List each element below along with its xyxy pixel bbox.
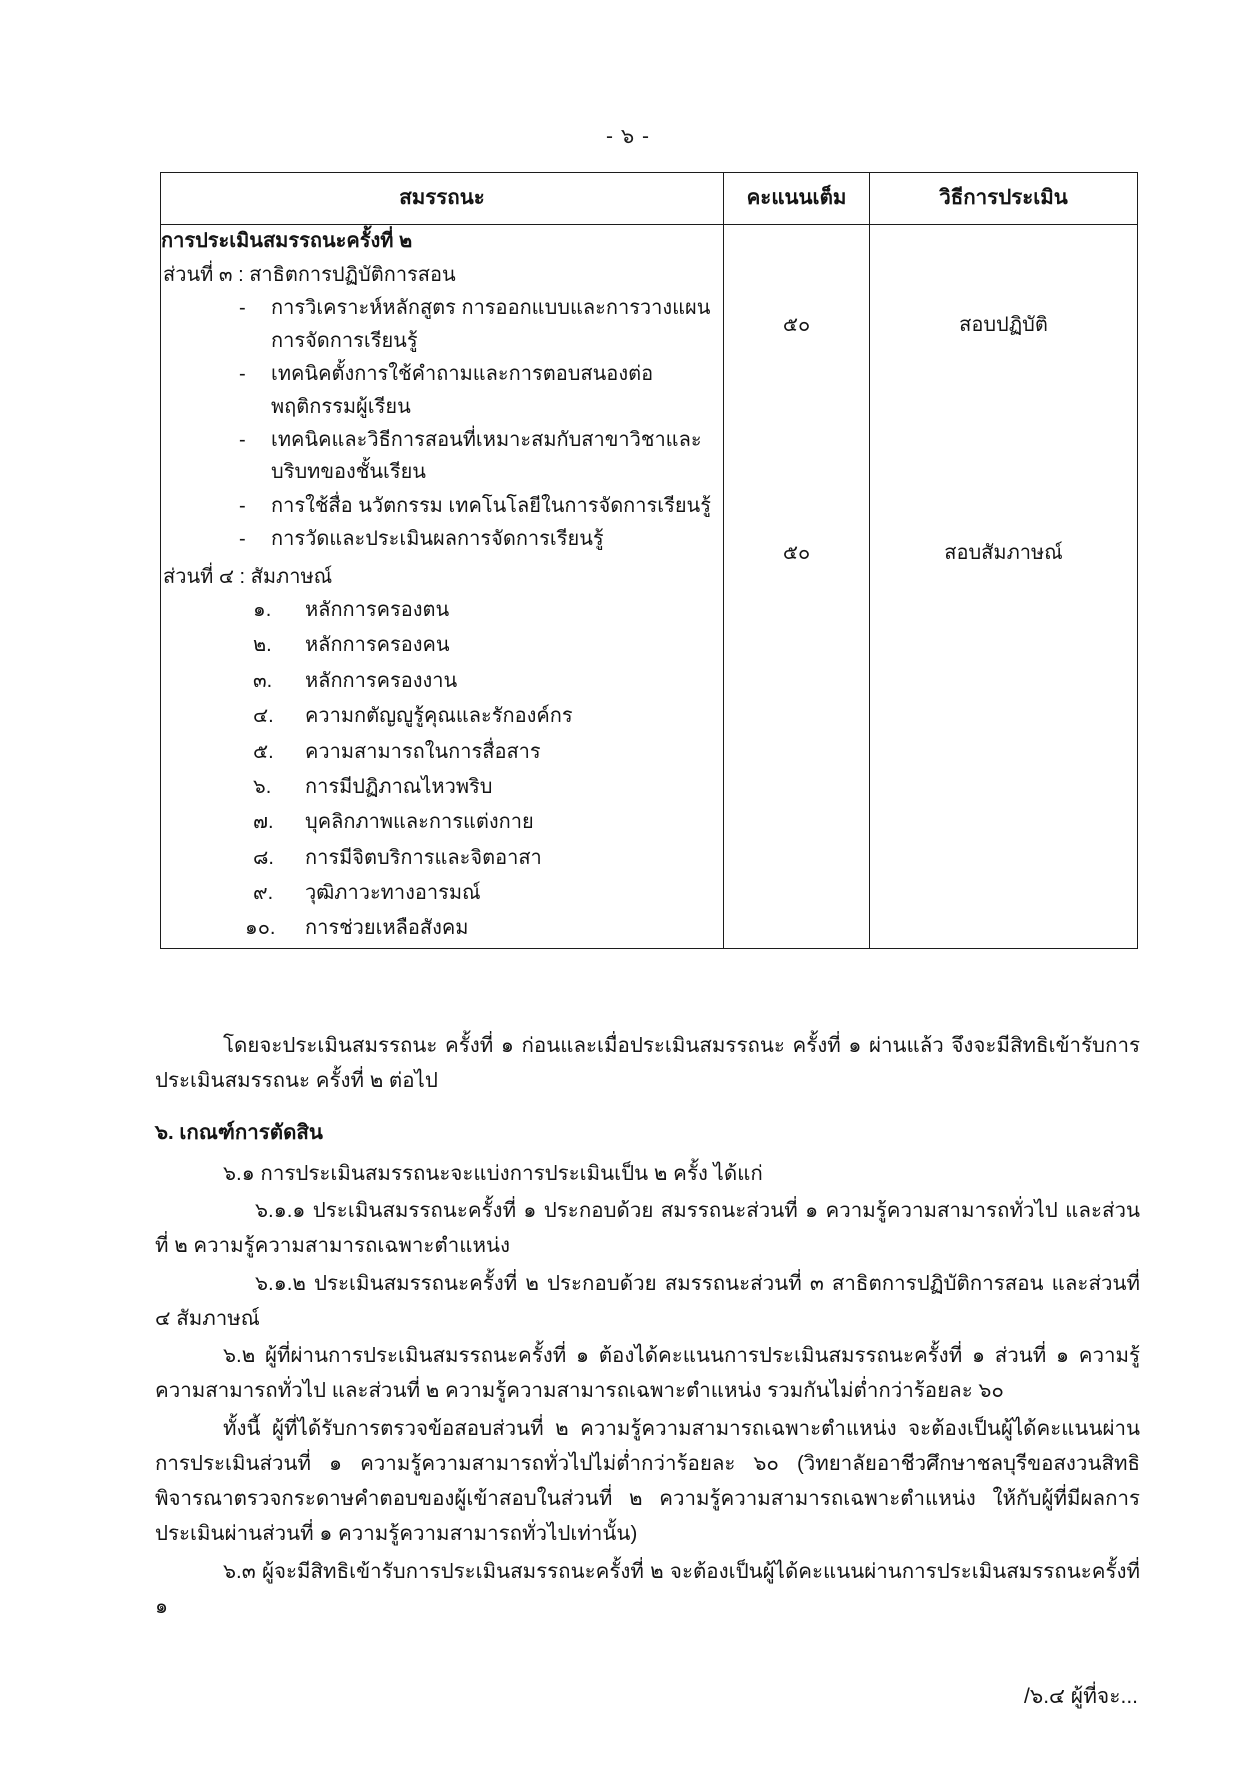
- list-item: [253, 771, 723, 803]
- list-item: - การวิเคราะห์หลักสูตร การออกแบบและการวางแผนการจัดการเรียนรู้: [235, 292, 723, 357]
- list-item-number: ๘.: [253, 846, 274, 869]
- list-item-number: ๙.: [253, 882, 274, 905]
- competency-cell: [161, 224, 724, 948]
- footer-continuation-note: /๖.๔ ผู้ที่จะ...: [1024, 1685, 1138, 1708]
- full-score-cell: [724, 224, 870, 948]
- table-header-row: [161, 173, 1138, 225]
- intro-paragraph: โดยจะประเมินสมรรถนะ ครั้งที่ ๑ ก่อนและเมื่อประเมินสมรรถนะ ครั้งที่ ๑ ผ่านแล้ว จึงจะมีสิทธิเข้ารับการประเมินสมรรถนะ ครั้งที่ ๒ ต่อไป: [155, 1034, 1140, 1093]
- clause-6-3: ๖.๓ ผู้จะมีสิทธิเข้ารับการประเมินสมรรถนะครั้งที่ ๒ จะต้องเป็นผู้ได้คะแนนผ่านการประเมินสมรรถนะครั้งที่ ๑: [155, 1559, 1140, 1618]
- section-heading-6: ๖. เกณฑ์การตัดสิน: [155, 1120, 323, 1144]
- list-item-label: บุคลิกภาพและการแต่งกาย: [305, 811, 534, 834]
- clause-6-2-note: ทั้งนี้ ผู้ที่ได้รับการตรวจข้อสอบส่วนที่ ๒ ความรู้ความสามารถเฉพาะตำแหน่ง จะต้องเป็นผู้ได้คะแนนผ่านการประเมินส่วนที่ ๑ ความรู้ความสามารถทั่วไปไม่ต่ำกว่าร้อยละ ๖๐ (วิทยาลัยอาชีวศึกษาชลบุรีขอสงวนสิทธิพิจารณาตรวจกระดาษคำตอบของผู้เข้าสอบในส่วนที่ ๒ ความรู้ความสามารถเฉพาะตำแหน่ง ให้กับผู้ที่มีผลการประเมินผ่านส่วนที่ ๑ ความรู้ความสามารถทั่วไปเท่านั้น): [155, 1416, 1140, 1546]
- list-item: [253, 665, 723, 697]
- clause-6-1-2: ๖.๑.๒ ประเมินสมรรถนะครั้งที่ ๒ ประกอบด้วย สมรรถนะส่วนที่ ๓ สาธิตการปฏิบัติการสอน และส่วนที่ ๔ สัมภาษณ์: [155, 1271, 1140, 1330]
- list-item-label: การช่วยเหลือสังคม: [305, 917, 469, 940]
- list-item-number: ๗.: [253, 811, 274, 834]
- clause-6-1-1: ๖.๑.๑ ประเมินสมรรถนะครั้งที่ ๑ ประกอบด้วย สมรรถนะส่วนที่ ๑ ความรู้ความสามารถทั่วไป และส่วนที่ ๒ ความรู้ความสามารถเฉพาะตำแหน่ง: [155, 1199, 1140, 1258]
- list-item-number: ๑.: [253, 598, 272, 621]
- assessment-round-title: การประเมินสมรรถนะครั้งที่ ๒: [161, 229, 413, 252]
- list-item-label: ความกตัญญูรู้คุณและรักองค์กร: [305, 705, 573, 728]
- list-item: [253, 629, 723, 661]
- column-header-full-score: คะแนนเต็ม: [724, 173, 870, 225]
- method-cell: [870, 224, 1138, 948]
- list-item-number: ๑๐.: [245, 917, 276, 940]
- assessment-table: [160, 172, 1138, 949]
- list-item-number: ๕.: [253, 740, 274, 763]
- part3-method: สอบปฏิบัติ: [959, 313, 1048, 336]
- assessment-table-container: [160, 172, 1137, 949]
- list-item: - การวัดและประเมินผลการจัดการเรียนรู้: [235, 523, 723, 555]
- clause-6-1: ๖.๑ การประเมินสมรรถนะจะแบ่งการประเมินเป็น ๒ ครั้ง ได้แก่: [223, 1161, 763, 1185]
- column-header-competency: สมรรถนะ: [161, 173, 724, 225]
- clause-6-2: ๖.๒ ผู้ที่ผ่านการประเมินสมรรถนะครั้งที่ ๑ ต้องได้คะแนนการประเมินสมรรถนะครั้งที่ ๑ ส่วนที่ ๑ ความรู้ความสามารถทั่วไป และส่วนที่ ๒ ความรู้ความสามารถเฉพาะตำแหน่ง รวมกันไม่ต่ำกว่าร้อยละ ๖๐: [155, 1344, 1140, 1403]
- list-item-label: การมีจิตบริการและจิตอาสา: [305, 846, 542, 869]
- list-item: [253, 736, 723, 768]
- part4-score: ๕๐: [782, 542, 811, 565]
- list-item-number: ๒.: [253, 634, 272, 657]
- list-item: [253, 594, 723, 626]
- list-item: - เทคนิคตั้งการใช้คำถามและการตอบสนองต่อพฤติกรรมผู้เรียน: [235, 358, 723, 423]
- list-item: [253, 877, 723, 909]
- list-item-label: การมีปฏิภาณไหวพริบ: [305, 775, 493, 798]
- list-item: [253, 806, 723, 838]
- list-item: [253, 842, 723, 874]
- list-item: - การใช้สื่อ นวัตกรรม เทคโนโลยีในการจัดการเรียนรู้: [235, 490, 723, 522]
- list-item-label: หลักการครองตน: [305, 598, 450, 621]
- part4-item-list: [161, 594, 723, 945]
- document-body: [155, 1028, 1140, 1626]
- list-item: [253, 700, 723, 732]
- part4-heading: ส่วนที่ ๔ : สัมภาษณ์: [163, 565, 333, 588]
- list-item-label: วุฒิภาวะทางอารมณ์: [305, 882, 481, 905]
- list-item-label: ความสามารถในการสื่อสาร: [305, 740, 541, 763]
- part3-heading: ส่วนที่ ๓ : สาธิตการปฏิบัติการสอน: [163, 264, 456, 287]
- list-item-number: ๓.: [253, 669, 273, 692]
- list-item-number: ๖.: [253, 775, 272, 798]
- part3-score: ๕๐: [782, 313, 811, 336]
- column-header-method: วิธีการประเมิน: [870, 173, 1138, 225]
- list-item-label: หลักการครองคน: [305, 634, 450, 657]
- list-item-label: หลักการครองงาน: [305, 669, 458, 692]
- list-item-number: ๔.: [253, 705, 274, 728]
- table-row: [161, 224, 1138, 948]
- list-item: - เทคนิคและวิธีการสอนที่เหมาะสมกับสาขาวิชาและบริบทของชั้นเรียน: [235, 424, 723, 489]
- part4-method: สอบสัมภาษณ์: [944, 542, 1063, 565]
- list-item: [245, 912, 723, 944]
- part3-item-list: [161, 292, 723, 555]
- page-number: - ๖ -: [606, 125, 650, 148]
